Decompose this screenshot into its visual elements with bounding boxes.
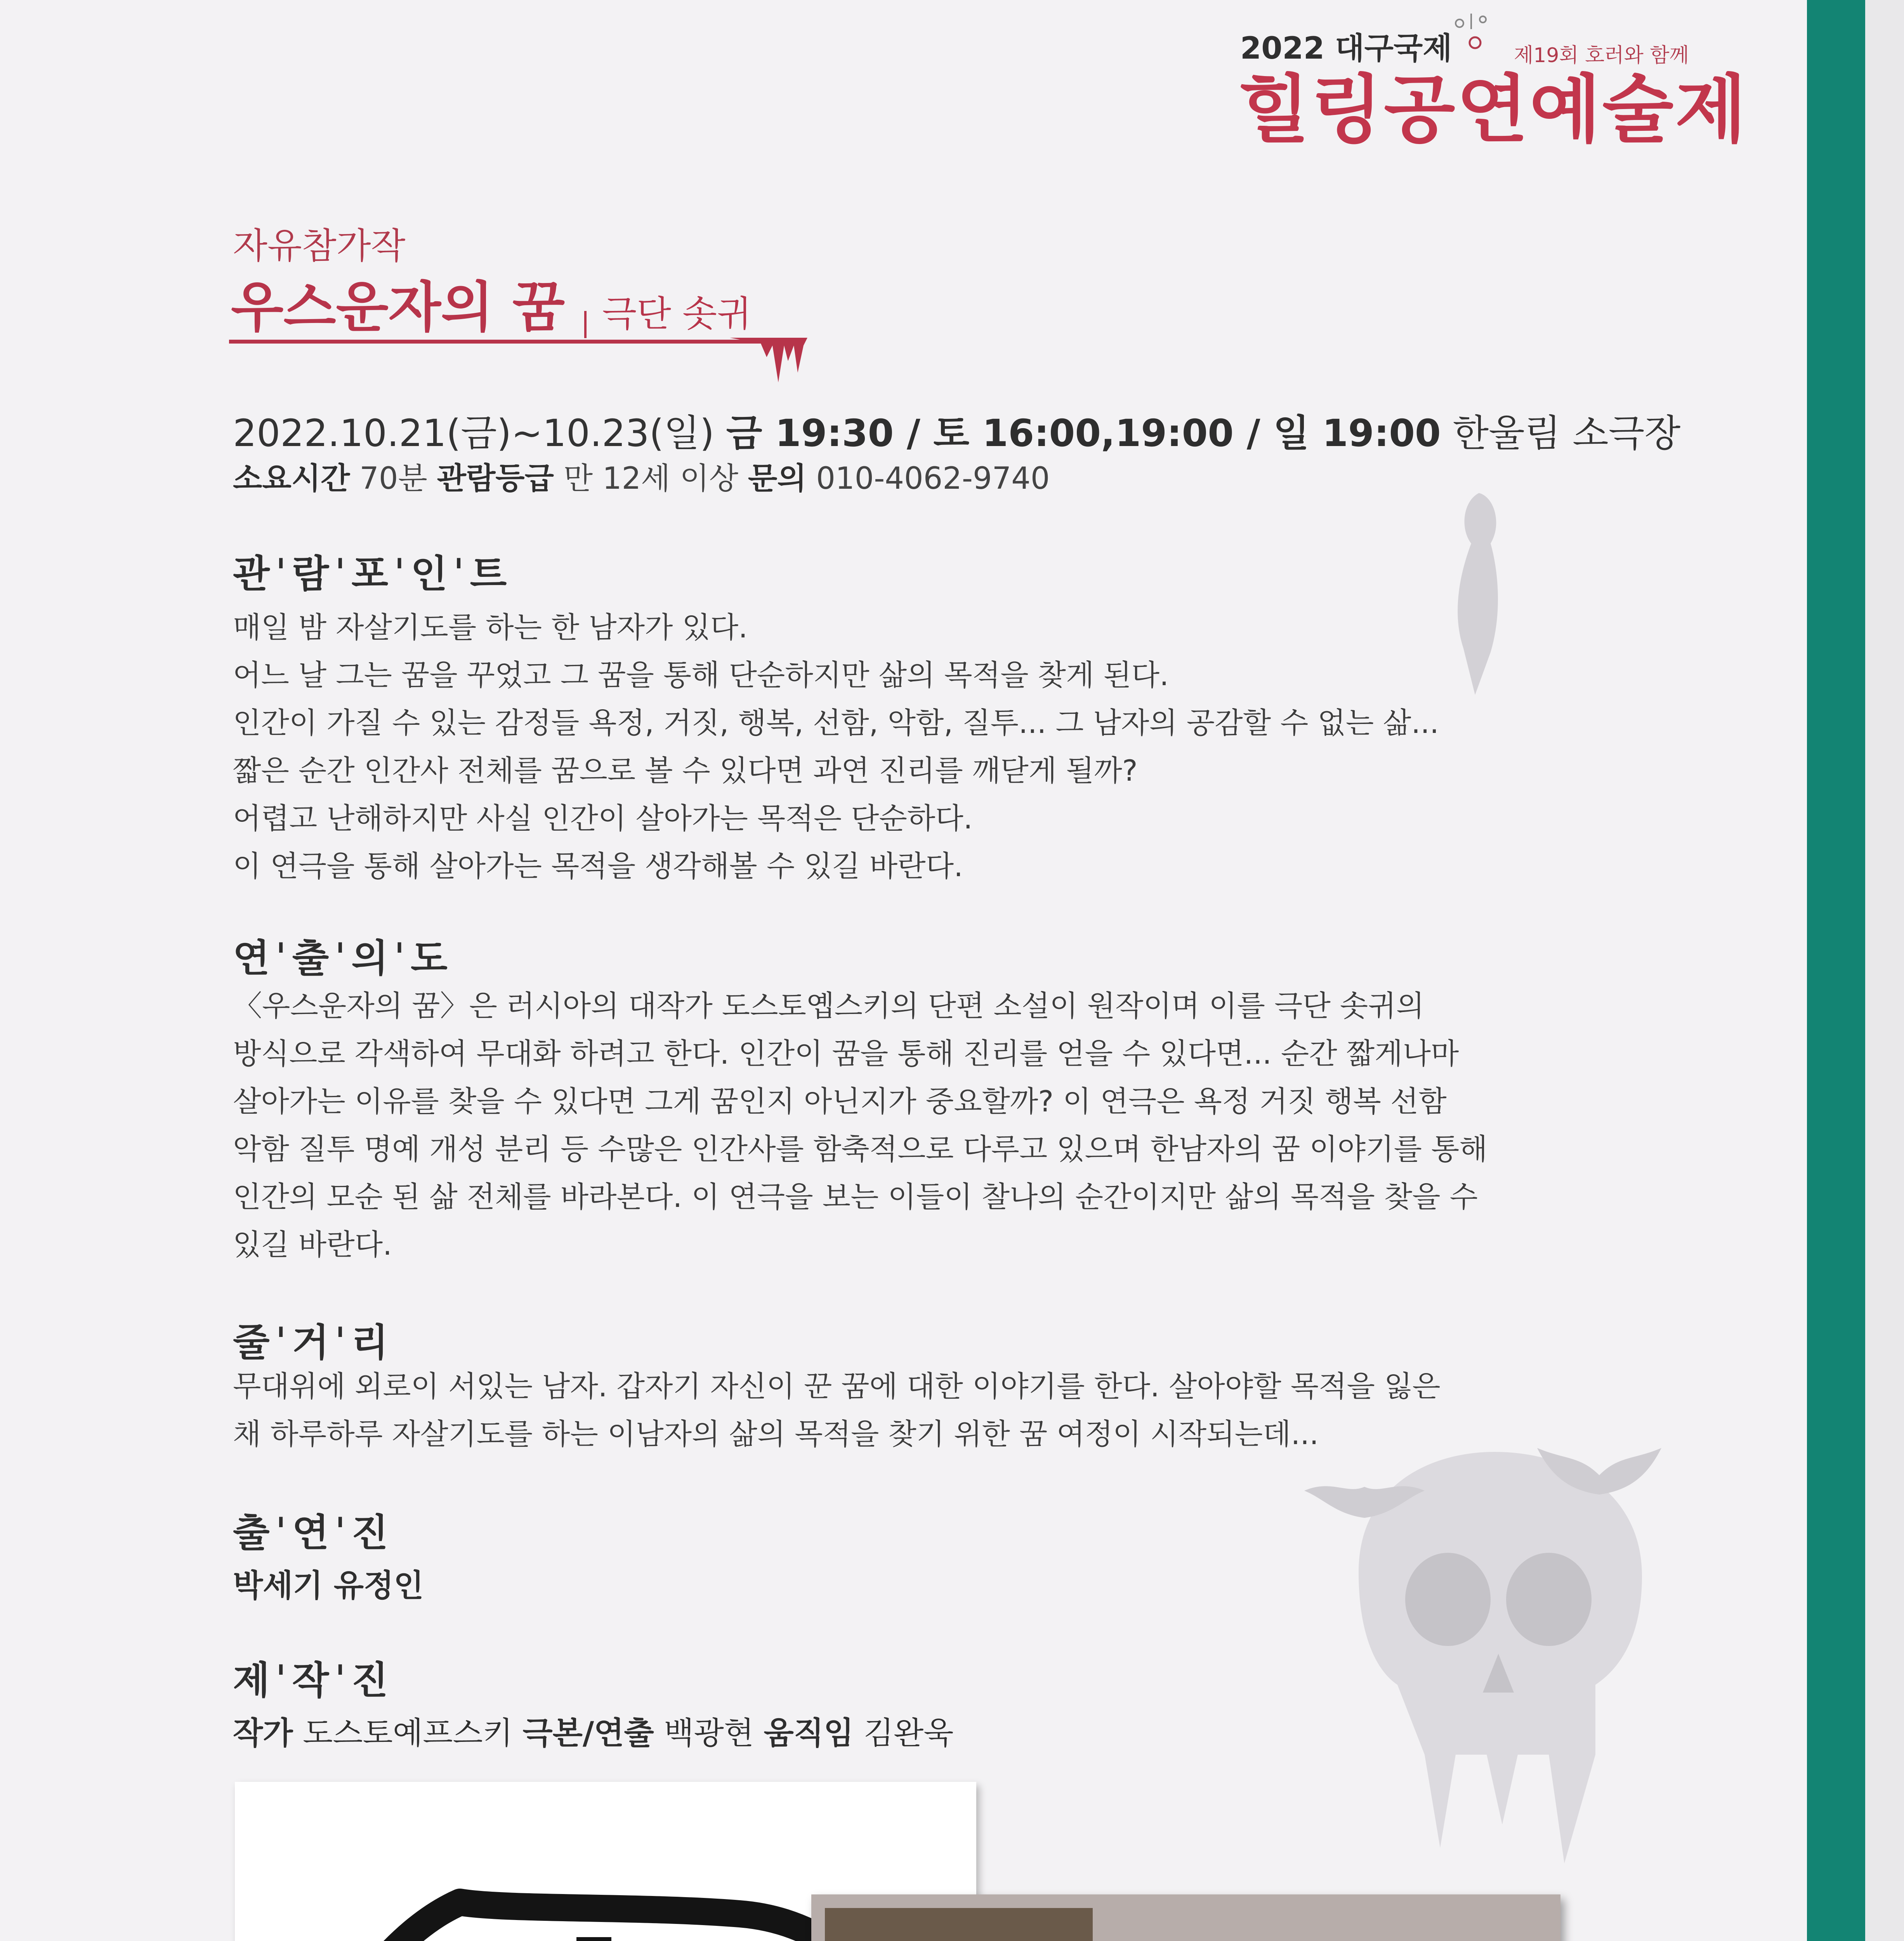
author-portrait-icon [825, 1908, 1093, 1941]
festival-name: 힐링공연예술제 [1238, 67, 1748, 153]
viewing-line-2: 어느 날 그는 꿈을 꾸었고 그 꿈을 통해 단순하지만 삶의 목적을 찾게 된다. [233, 658, 1169, 692]
director-name: 백광현 [654, 1715, 764, 1751]
show-times: 금 19:30 / 토 16:00,19:00 / 일 19:00 [726, 411, 1441, 455]
sparkle-icon [1448, 12, 1502, 54]
writer-name: 도스토예프스키 [293, 1715, 523, 1751]
rating-value: 만 12세 이상 [554, 461, 748, 496]
bat-icon-2 [1533, 1436, 1665, 1498]
schedule-line [233, 404, 1680, 457]
staff-title: 제ˈ작ˈ진 [233, 1658, 394, 1703]
viewing-points-title: 관ˈ람ˈ포ˈ인ˈ트 [233, 552, 512, 596]
rating-label: 관람등급 [437, 461, 554, 496]
runtime-label: 소요시간 [233, 461, 350, 496]
synopsis-line-2: 채 하루하루 자살기도를 하는 이남자의 삶의 목적을 찾기 위한 꿈 여정이 시작되는데... [233, 1417, 1319, 1451]
direction-line-4: 악함 질투 명예 개성 분리 등 수많은 인간사를 함축적으로 다루고 있으며 한남자의 꿈 이야기를 통해 [233, 1132, 1487, 1166]
title-underline [229, 340, 796, 344]
green-side-band [1807, 0, 1865, 1941]
contact-label: 문의 [748, 461, 807, 496]
synopsis-line-1: 무대위에 외로이 서있는 남자. 갑자기 자신이 꾼 꿈에 대한 이야기를 한다. 살아야할 목적을 잃은 [233, 1369, 1441, 1403]
show-title: 우스운자의 꿈 [231, 276, 565, 339]
writer-label: 작가 [233, 1715, 293, 1751]
festival-edition: 제19회 호러와 함께 [1514, 44, 1689, 67]
details-line [233, 454, 1050, 498]
staff-line [233, 1708, 954, 1753]
date-range: 2022.10.21(금)~10.23(일) [233, 411, 726, 455]
synopsis-body [233, 1363, 1441, 1458]
viewing-line-3: 인간이 가질 수 있는 감정들 욕정, 거짓, 행복, 선함, 악함, 질투... 그 남자의 공감할 수 없는 삶... [233, 706, 1439, 740]
title-divider [584, 311, 587, 338]
page-edge [1865, 0, 1904, 1941]
bat-icon [1300, 1467, 1428, 1526]
direction-line-2: 방식으로 각색하여 무대화 하려고 한다. 인간이 꿈을 통해 진리를 얻을 수 있다면... 순간 짧게나마 [233, 1036, 1459, 1071]
cast-names: 박세기 유정인 [233, 1568, 424, 1604]
movement-name: 김완욱 [854, 1715, 954, 1751]
contact-value: 010-4062-9740 [806, 461, 1050, 496]
viewing-line-5: 어렵고 난해하지만 사실 인간이 살아가는 목적은 단순하다. [233, 801, 973, 835]
viewing-line-6: 이 연극을 통해 살아가는 목적을 생각해볼 수 있길 바란다. [233, 849, 963, 883]
venue: 한울림 소극장 [1441, 411, 1681, 455]
cast-title: 출ˈ연ˈ진 [233, 1511, 394, 1555]
festival-year-title: 2022 대구국제 [1240, 31, 1452, 66]
runtime-value: 70분 [350, 461, 437, 496]
show-title-row [231, 264, 752, 342]
direction-line-1: 〈우스운자의 꿈〉은 러시아의 대작가 도스토옙스키의 단편 소설이 원작이며 이를 극단 솟귀의 [233, 989, 1425, 1023]
blood-drip-icon [730, 338, 807, 388]
movement-label: 움직임 [764, 1715, 854, 1751]
direction-line-5: 인간의 모순 된 삶 전체를 바라본다. 이 연극을 보는 이들이 찰나의 순간이지만 삶의 목적을 찾을 수 [233, 1180, 1478, 1214]
direction-intent-body [233, 982, 1487, 1269]
direction-line-3: 살아가는 이유를 찾을 수 있다면 그게 꿈인지 아닌지가 중요할까? 이 연극은 욕정 거짓 행복 선함 [233, 1084, 1447, 1118]
viewing-line-1: 매일 밤 자살기도를 하는 한 남자가 있다. [233, 610, 748, 644]
show-category: 자유참가작 [233, 225, 406, 267]
direction-intent-title: 연ˈ출ˈ의ˈ도 [233, 936, 453, 981]
viewing-points-body [233, 604, 1439, 890]
author-portrait-photo [825, 1908, 1093, 1941]
direction-line-6: 있길 바란다. [233, 1227, 392, 1262]
company-name: 극단 솟귀 [602, 293, 752, 335]
director-label: 극본/연출 [522, 1715, 654, 1751]
viewing-line-4: 짧은 순간 인간사 전체를 꿈으로 볼 수 있다면 과연 진리를 깨닫게 될까? [233, 753, 1138, 788]
synopsis-title: 줄ˈ거ˈ리 [233, 1321, 394, 1365]
